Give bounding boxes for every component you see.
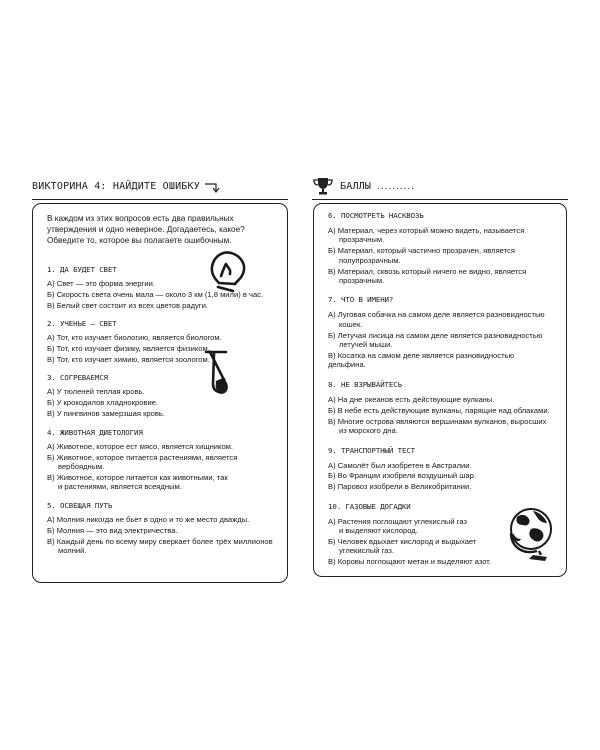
intro-text: В каждом из этих вопросов есть два правильных утверждения и одно неверное. Догадаетесь, какое? Обведите то, которое вы полагаете ошибочным. [47,214,245,245]
question-section [328,211,552,285]
answer-option[interactable] [47,333,273,342]
answer-text: В) Многие острова являются вершинами вулканов, выросших [328,416,547,426]
score-blank: .......... [377,180,415,192]
answer-text: Б) Молния — это вид электричества. [47,525,178,535]
answer-option[interactable] [47,301,273,310]
question-section [328,380,552,436]
answer-option[interactable] [328,406,552,415]
answer-option[interactable] [328,351,552,370]
answer-text: Б) Тот, кто изучает физику, является физиком. [47,344,210,354]
question-section [47,319,273,364]
answer-text: Б) У крокодилов хладнокровие. [47,398,159,408]
answer-option[interactable] [328,417,552,436]
answer-text: В) Белый свет состоит из всех цветов радуги. [47,300,208,310]
answer-text: А) Молния никогда не бьет в одно и то же место дважды. [47,514,250,524]
answer-text: А) Тот, кто изучает биологию, является биологом. [47,333,222,343]
trophy-icon [312,177,334,195]
question-title: 10. ГАЗОВЫЕ ДОГАДКИ [328,501,411,511]
answer-text-continuation: из морского дна. [339,426,398,436]
answer-option[interactable] [47,453,273,472]
answer-text: В) Косатка на самом деле является разновидностью дельфина. [328,351,515,370]
question-title: 3. СОГРЕВАЕМСЯ [47,373,108,383]
answer-option[interactable] [328,471,552,480]
answer-text: В) Каждый день по всему миру сверкает более трёх миллионов [47,536,273,546]
answer-text: А) Свет — это форма энергии. [47,279,155,288]
answer-text: А) У тюленей теплая кровь. [47,387,145,397]
answer-text: В) Материал, сквозь который ничего не видно, является [328,266,527,276]
answer-option[interactable] [328,310,552,329]
question-title: 5. ОСВЕЩАЯ ПУТЬ [47,500,113,510]
question-title: 1. ДА БУДЕТ СВЕТ [47,265,117,274]
answer-text: Б) Летучая лисица на самом деле является разновидностью [328,330,543,340]
question-section [47,428,273,492]
question-section [47,373,273,418]
answer-text: В) Тот, кто изучает химию, является зоологом. [47,355,210,365]
answer-text-continuation: летучей мыши. [339,340,393,350]
question-title: 9. ТРАНСПОРТНЫЙ ТЕСТ [328,445,415,455]
lightbulb-icon [205,247,251,295]
answer-text: В) У пингвинов замерзшая кровь. [47,409,165,419]
answer-option[interactable] [328,395,552,404]
answer-text-continuation: прозрачным. [339,276,385,286]
score-title: БАЛЛЫ [340,180,372,192]
answer-text-continuation: прозрачным. [339,235,385,245]
question-title: 2. УЧЕНЬЕ – СВЕТ [47,319,117,329]
answer-option[interactable] [47,344,273,353]
answer-option[interactable] [47,355,273,364]
answer-text-continuation: и растениями, является всеядным. [58,482,182,492]
answer-option[interactable] [328,461,552,470]
test-tube-icon [200,348,238,398]
answer-option[interactable] [47,398,273,407]
globe-icon [503,503,559,567]
quiz-header [32,174,288,198]
answer-text: В) Коровы поглощают метан и выделяют азот. [328,557,492,567]
answer-text-continuation: вербоядным. [58,461,105,471]
answer-text: Б) В небе есть действующие вулканы, парящие над облаками. [328,405,550,415]
answer-text-continuation: полупрозрачным. [339,255,401,265]
answer-text: А) Материал, через который можно видеть, называется [328,226,525,235]
question-title: 6. ПОСМОТРЕТЬ НАСКВОЗЬ [328,211,424,220]
answer-text: Б) Скорость света очень мала — около 3 км (1,8 мили) в час. [47,289,264,299]
question-section [328,295,552,369]
question-title: 8. НЕ ВЗРЫВАЙТЕСЬ [328,379,402,389]
question-section [47,501,273,556]
answer-option[interactable] [47,526,273,535]
answer-option[interactable] [328,246,552,265]
answer-text: А) Животное, которое ест мясо, является хищником. [47,441,234,451]
answer-text-continuation: молний. [58,545,87,555]
question-title: 4. ЖИВОТНАЯ ДИЕТОЛОГИЯ [47,427,143,437]
answer-text: В) Паровоз изобрели в Великобритании. [328,482,472,492]
answer-text: А) Самолёт был изобретен в Австралии. [328,460,472,470]
answer-option[interactable] [328,482,552,491]
answer-text: А) Растения поглощают углекислый газ [328,516,467,526]
answer-option[interactable] [47,442,273,451]
answer-option[interactable] [47,473,273,492]
answer-text: Б) Материал, который частично прозрачен, является [328,246,515,256]
question-title: 7. ЧТО В ИМЕНИ? [328,295,394,305]
answer-text: Б) Во Франции изобрели воздушный шар. [328,471,476,481]
answer-option[interactable] [47,515,273,524]
answer-option[interactable] [47,409,273,418]
answer-text-continuation: кошек. [339,319,363,329]
answer-text-continuation: углекислый газ. [339,546,394,556]
answer-option[interactable] [328,226,552,245]
answer-text-continuation: и выделяют кислород. [339,526,418,536]
answer-text: Б) Человек вдыхает кислород и выдыхает [328,537,477,547]
answer-text: Б) Животное, которое питается растениями, является [47,452,238,462]
answer-text: В) Животное, которое питается как животными, так [47,472,228,482]
arrow-down-right-icon [204,179,220,193]
score-header [312,174,568,198]
answer-option[interactable] [47,537,273,556]
answer-text: А) На дне океанов есть действующие вулканы. [328,394,495,404]
answer-text: А) Луговая собачка на самом деле является разновидностью [328,310,545,320]
question-section [328,446,552,492]
answer-option[interactable] [47,387,273,396]
answer-option[interactable] [328,331,552,350]
quiz-title: ВИКТОРИНА 4: НАЙДИТЕ ОШИБКУ [32,180,200,192]
answer-option[interactable] [328,267,552,286]
